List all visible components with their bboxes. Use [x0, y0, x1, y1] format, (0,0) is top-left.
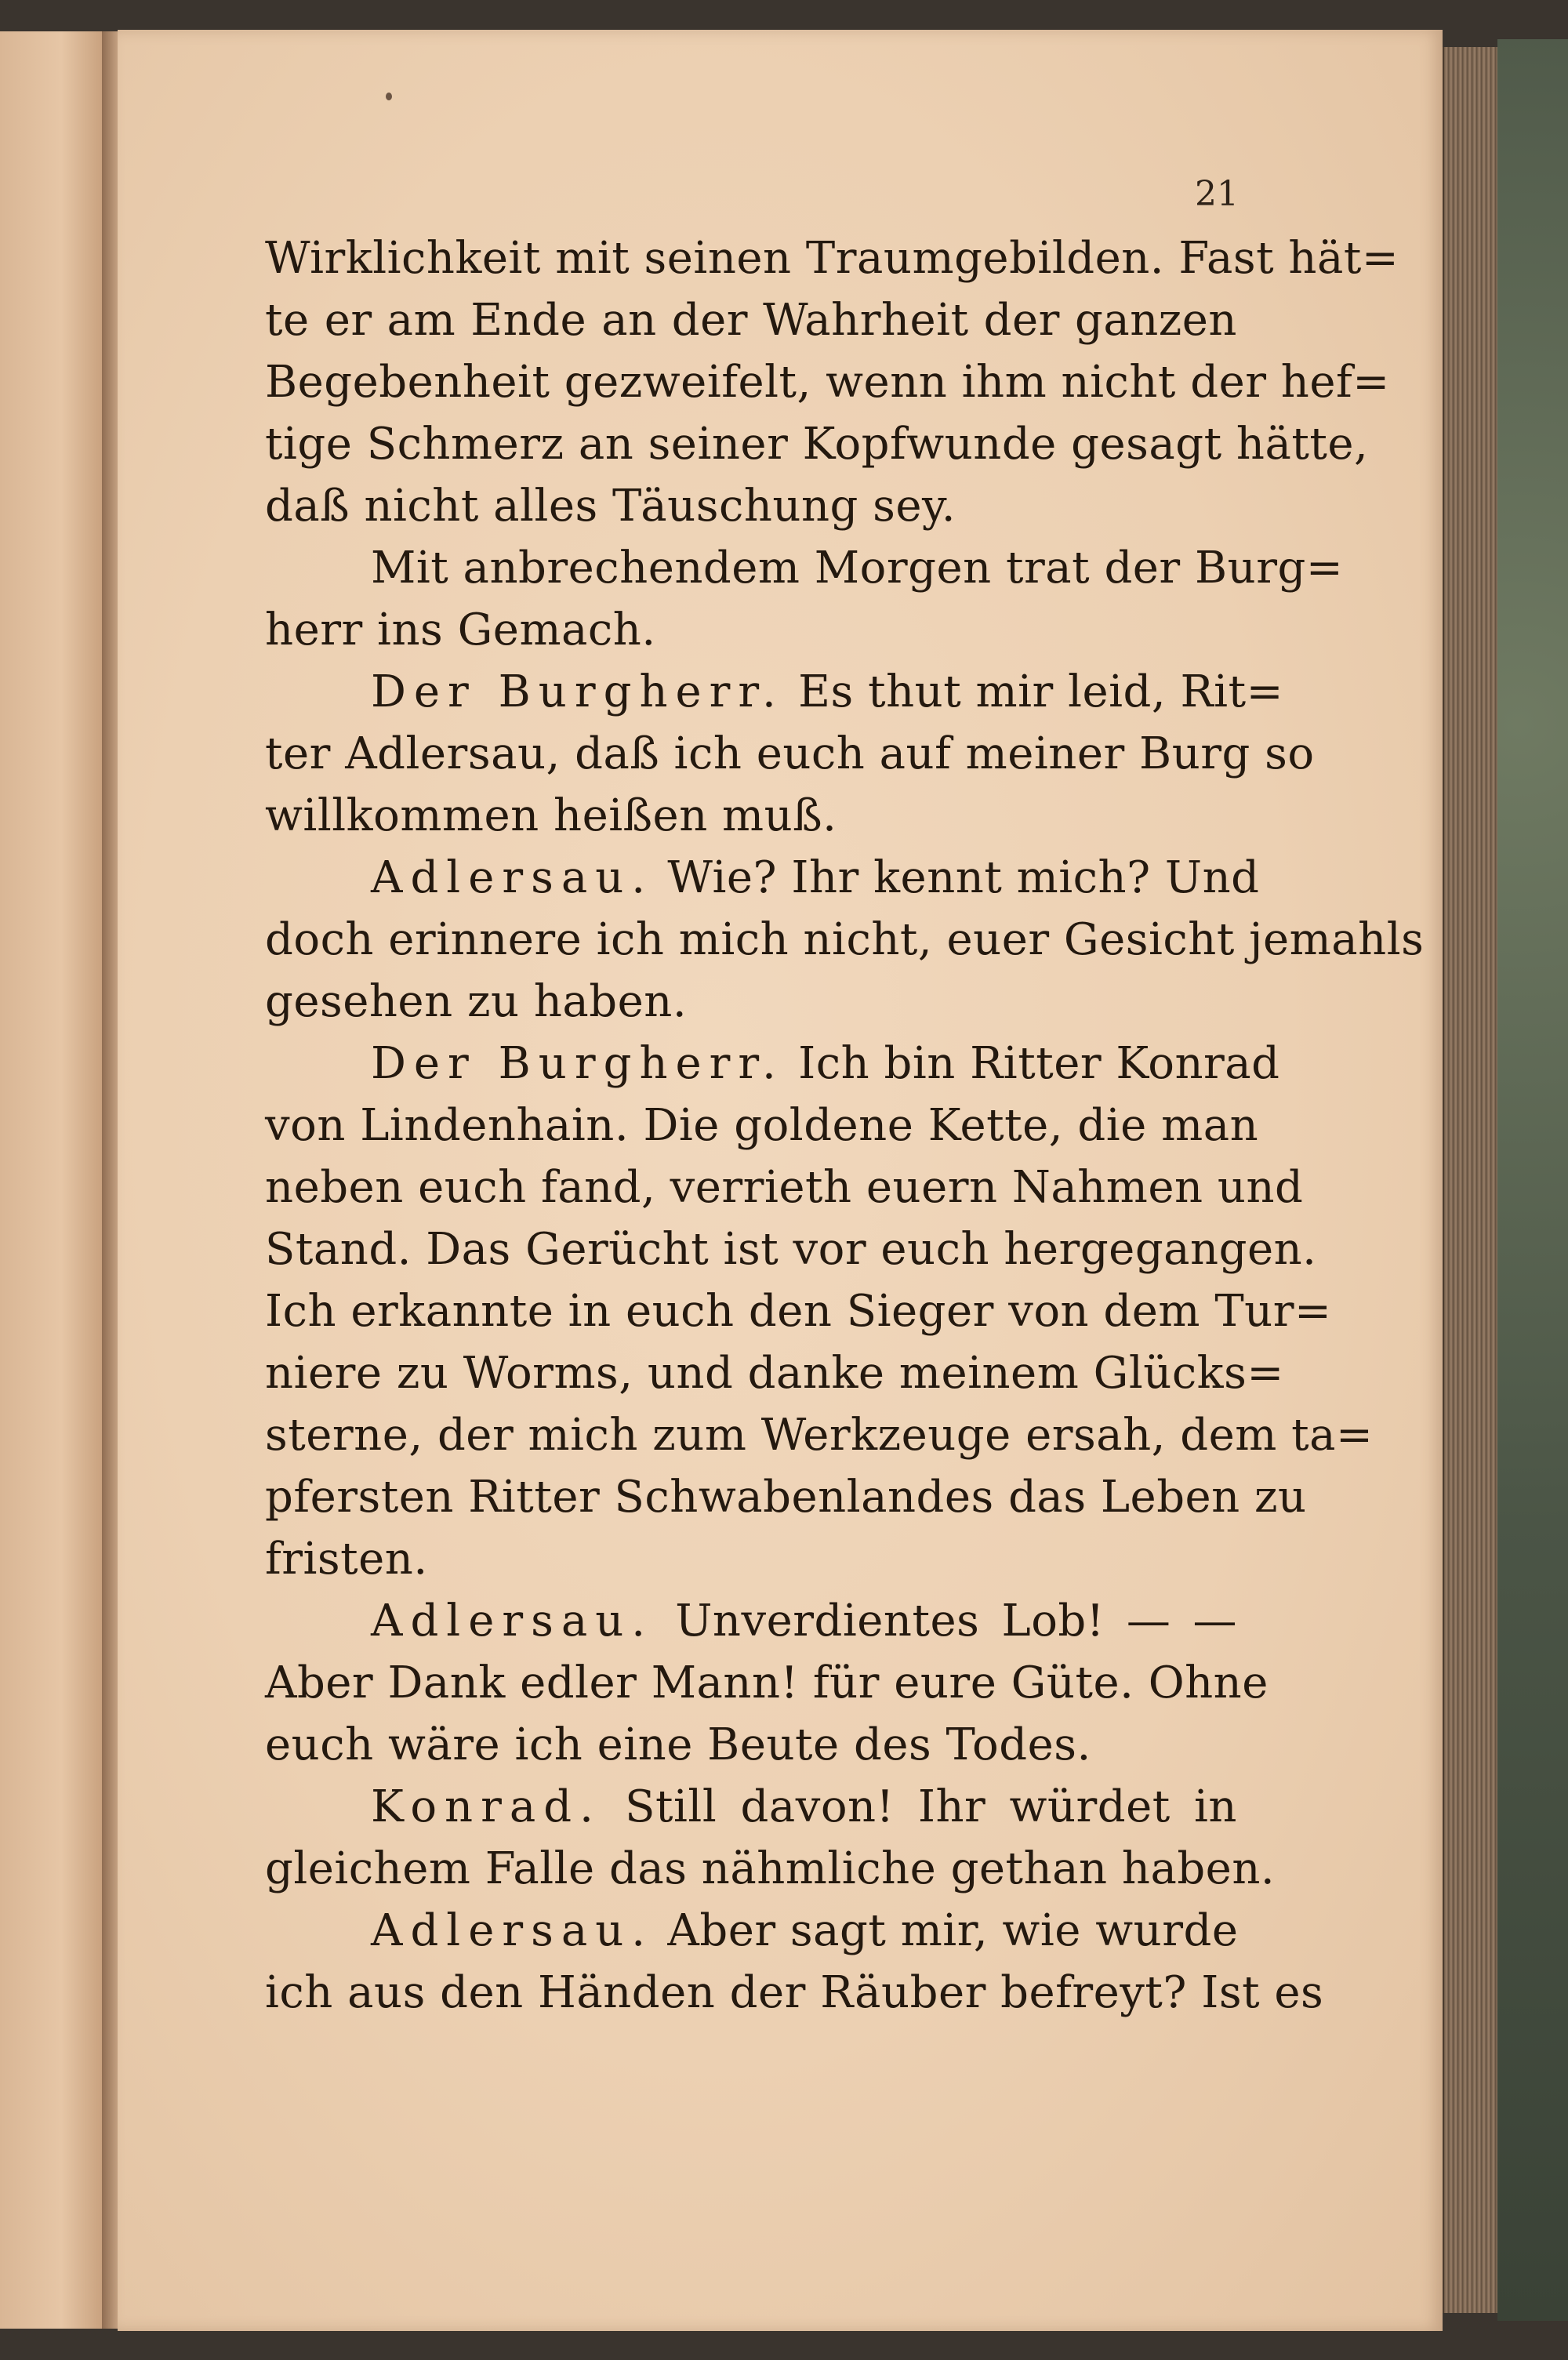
text-line-22: fristen. — [265, 1534, 428, 1585]
text-line-7: herr ins Gemach. — [265, 605, 656, 655]
text-line-9: ter Adlersau, daß ich euch auf meiner Burg so — [265, 728, 1315, 779]
text-line-17: Stand. Das Gerücht ist vor euch hergegangen. — [265, 1224, 1317, 1275]
text-line-24: Aber Dank edler Mann! für eure Güte. Ohne — [265, 1657, 1269, 1708]
marbled-cover — [1497, 39, 1568, 2321]
book-gutter — [102, 31, 119, 2329]
text-line-19: niere zu Worms, und danke meinem Glücks= — [265, 1348, 1284, 1399]
page-text — [265, 227, 1425, 2024]
speaker-name: Der Burgherr. — [371, 1038, 784, 1089]
text-line-14: Der Burgherr. Ich bin Ritter Konrad — [371, 1038, 1280, 1089]
text-line-16: neben euch fand, verrieth euern Nahmen und — [265, 1162, 1304, 1213]
text-line-15: von Lindenhain. Die goldene Kette, die man — [265, 1100, 1259, 1151]
left-page-edge — [0, 31, 104, 2329]
text-line-11: Adlersau. Wie? Ihr kennt mich? Und — [371, 852, 1260, 903]
text-line-18: Ich erkannte in euch den Sieger von dem Tur= — [265, 1286, 1332, 1337]
text-line-8: Der Burgherr. Es thut mir leid, Rit= — [371, 666, 1283, 717]
text-line-6: Mit anbrechendem Morgen trat der Burg= — [371, 543, 1344, 594]
text-line-12: doch erinnere ich mich nicht, euer Gesicht jemahls — [265, 914, 1425, 965]
speaker-name: Der Burgherr. — [371, 666, 784, 717]
text-line-29: ich aus den Händen der Räuber befreyt? Ist es — [265, 1967, 1324, 2018]
speaker-name: Adlersau. — [371, 1596, 654, 1647]
text-line-26: Konrad. Still davon! Ihr würdet in — [371, 1781, 1237, 1832]
text-line-23: Adlersau. Unverdientes Lob! — — — [371, 1596, 1237, 1647]
text-line-1: Wirklichkeit mit seinen Traumgebilden. Fast hät= — [265, 233, 1399, 284]
text-line-13: gesehen zu haben. — [265, 976, 688, 1027]
text-line-28: Adlersau. Aber sagt mir, wie wurde — [371, 1905, 1239, 1956]
text-line-21: pfersten Ritter Schwabenlandes das Leben zu — [265, 1472, 1307, 1523]
text-line-27: gleichem Falle das nähmliche gethan haben. — [265, 1843, 1276, 1894]
speaker-name: Konrad. — [371, 1781, 601, 1832]
text-line-4: tige Schmerz an seiner Kopfwunde gesagt hätte, — [265, 419, 1369, 470]
text-line-20: sterne, der mich zum Werkzeuge ersah, dem ta= — [265, 1410, 1374, 1461]
text-line-10: willkommen heißen muß. — [265, 790, 837, 841]
ink-speck — [386, 93, 392, 100]
speaker-name: Adlersau. — [371, 1905, 654, 1956]
page-edges — [1443, 47, 1499, 2313]
text-line-5: daß nicht alles Täuschung sey. — [265, 481, 956, 532]
speaker-name: Adlersau. — [371, 852, 654, 903]
text-line-2: te er am Ende an der Wahrheit der ganzen — [265, 295, 1237, 346]
text-line-3: Begebenheit gezweifelt, wenn ihm nicht der hef= — [265, 357, 1390, 408]
text-line-25: euch wäre ich eine Beute des Todes. — [265, 1719, 1091, 1770]
page-number: 21 — [1195, 174, 1239, 214]
